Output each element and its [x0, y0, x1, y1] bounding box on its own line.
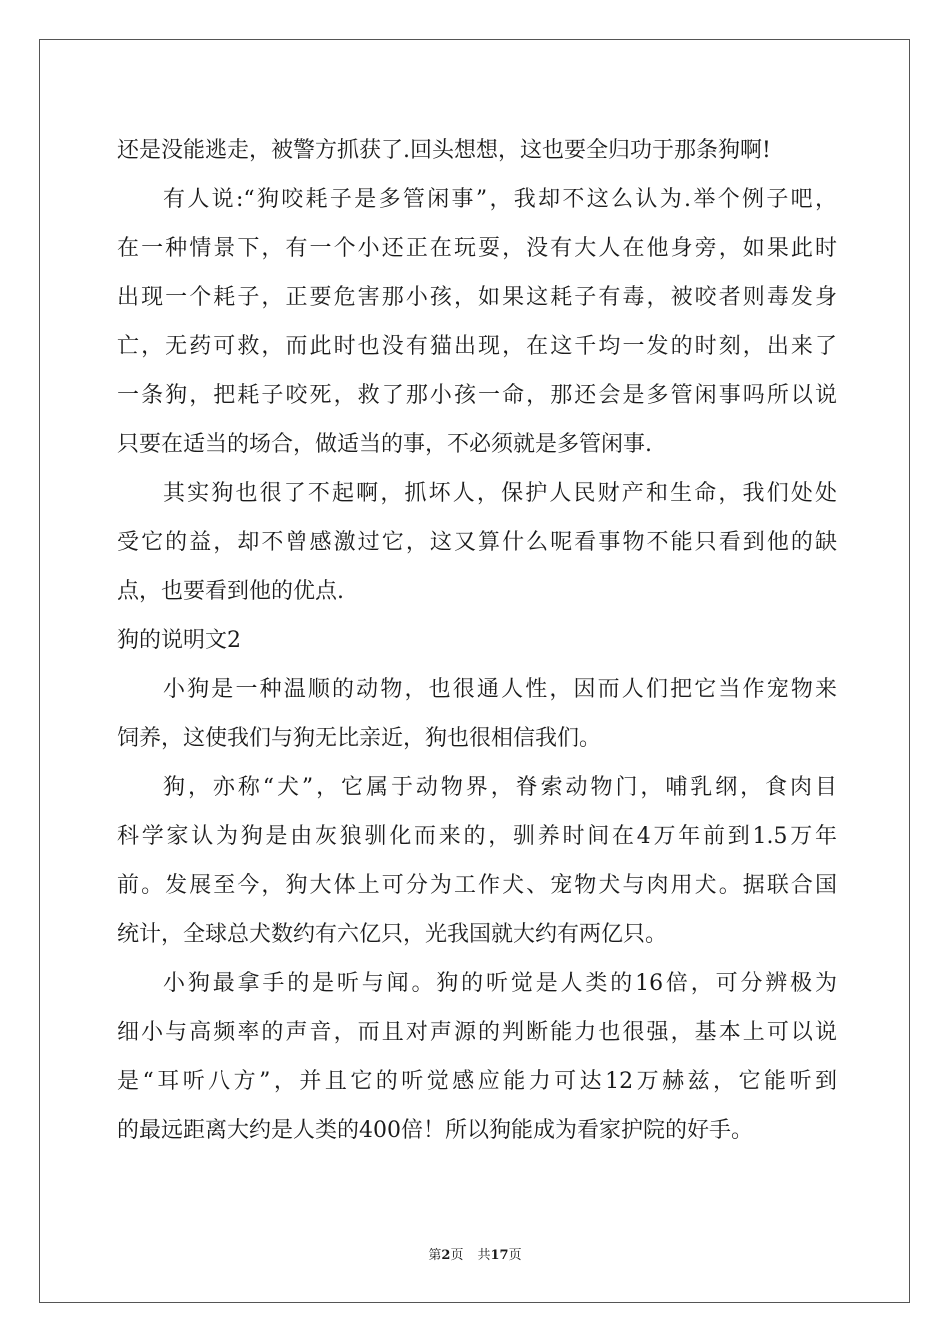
- page-footer: [0, 1247, 950, 1265]
- text-line: 科学家认为狗是由灰狼驯化而来的，驯养时间在4万年前到1.5万年: [117, 824, 837, 849]
- text-line: 前。发展至今，狗大体上可分为工作犬、宠物犬与肉用犬。据联合国: [117, 873, 837, 898]
- text-line: 受它的益，却不曾感激过它，这又算什么呢看事物不能只看到他的缺: [117, 530, 837, 555]
- page-prefix: 第: [428, 1248, 442, 1263]
- section-heading: 狗的说明文2: [117, 628, 241, 653]
- paragraph-start-line: 有人说:“狗咬耗子是多管闲事”，我却不这么认为.举个例子吧，: [163, 187, 837, 212]
- text-line: 饲养，这使我们与狗无比亲近，狗也很相信我们。: [117, 726, 602, 751]
- text-line: 亡，无药可救，而此时也没有猫出现，在这千均一发的时刻，出来了: [117, 334, 837, 359]
- text-line: 点，也要看到他的优点.: [117, 579, 344, 604]
- paragraph-start-line: 小狗是一种温顺的动物，也很通人性，因而人们把它当作宠物来: [163, 677, 837, 702]
- text-line: 统计，全球总犬数约有六亿只，光我国就大约有两亿只。: [117, 922, 668, 947]
- text-line: 细小与高频率的声音，而且对声源的判断能力也很强，基本上可以说: [117, 1020, 837, 1045]
- text-line: 还是没能逃走，被警方抓获了.回头想想，这也要全归功于那条狗啊!: [117, 138, 771, 163]
- page-number: [428, 1248, 463, 1263]
- text-line: 一条狗，把耗子咬死，救了那小孩一命，那还会是多管闲事吗所以说: [117, 383, 837, 408]
- text-line: 是“耳听八方”，并且它的听觉感应能力可达12万赫兹，它能听到: [117, 1069, 837, 1094]
- total-suffix: 页: [508, 1248, 522, 1263]
- paragraph-start-line: 其实狗也很了不起啊，抓坏人，保护人民财产和生命，我们处处: [163, 481, 837, 506]
- total-pages: 17: [490, 1248, 509, 1263]
- text-line: 在一种情景下，有一个小还正在玩耍，没有大人在他身旁，如果此时: [117, 236, 837, 261]
- page-suffix: 页: [450, 1248, 464, 1263]
- paragraph-start-line: 狗，亦称“犬”，它属于动物界，脊索动物门，哺乳纲，食肉目: [163, 775, 837, 800]
- page-total: [477, 1248, 521, 1263]
- document-body: [117, 126, 837, 1155]
- text-line: 出现一个耗子，正要危害那小孩，如果这耗子有毒，被咬者则毒发身: [117, 285, 837, 310]
- current-page: 2: [441, 1248, 451, 1263]
- total-prefix: 共: [477, 1248, 491, 1263]
- text-line: 只要在适当的场合，做适当的事，不必须就是多管闲事.: [117, 432, 652, 457]
- text-line: 的最远距离大约是人类的400倍！所以狗能成为看家护院的好手。: [117, 1118, 753, 1143]
- paragraph-start-line: 小狗最拿手的是听与闻。狗的听觉是人类的16倍，可分辨极为: [163, 971, 837, 996]
